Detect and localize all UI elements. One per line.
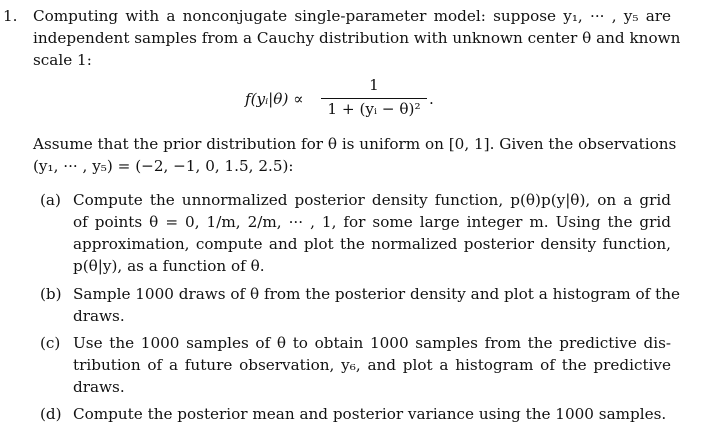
equation-numerator: 1 (369, 76, 379, 94)
part-b-line-2: draws. (73, 307, 125, 325)
prior-line-2: (y₁, ··· , y₅) = (−2, −1, 0, 1.5, 2.5): (33, 157, 294, 175)
equation-lhs: f(yᵢ|θ) ∝ (245, 90, 304, 108)
part-a-label: (a) (40, 191, 61, 209)
part-c-label: (c) (40, 334, 61, 352)
part-b-label: (b) (40, 285, 62, 303)
fraction-bar (321, 98, 427, 99)
intro-line-3: scale 1: (33, 51, 92, 69)
equation-period: . (429, 90, 434, 108)
intro-line-2: independent samples from a Cauchy distribution with unknown center θ and known (33, 29, 681, 47)
part-a-line-4: p(θ|y), as a function of θ. (73, 257, 265, 275)
part-a-line-2: of points θ = 0, 1/m, 2/m, ··· , 1, for some large integer m. Using the grid (73, 213, 671, 231)
part-a-line-1: Compute the unnormalized posterior density function, p(θ)p(y|θ), on a grid (73, 191, 671, 209)
part-c-line-3: draws. (73, 378, 125, 396)
part-a-line-3: approximation, compute and plot the normalized posterior density function, (73, 235, 671, 253)
prior-line-1: Assume that the prior distribution for θ is uniform on [0, 1]. Given the observations (33, 135, 677, 153)
equation-denominator: 1 + (yᵢ − θ)² (327, 100, 421, 118)
part-d-line-1: Compute the posterior mean and posterior variance using the 1000 samples. (73, 405, 667, 423)
intro-line-1: Computing with a nonconjugate single-parameter model: suppose y₁, ··· , y₅ are (33, 7, 671, 25)
part-c-line-1: Use the 1000 samples of θ to obtain 1000 samples from the predictive dis- (73, 334, 671, 352)
part-c-line-2: tribution of a future observation, y₆, and plot a histogram of the predictive (73, 356, 671, 374)
part-d-label: (d) (40, 405, 62, 423)
equation-fraction (321, 76, 427, 122)
problem-number: 1. (3, 7, 18, 25)
part-b-line-1: Sample 1000 draws of θ from the posterior density and plot a histogram of the (73, 285, 680, 303)
